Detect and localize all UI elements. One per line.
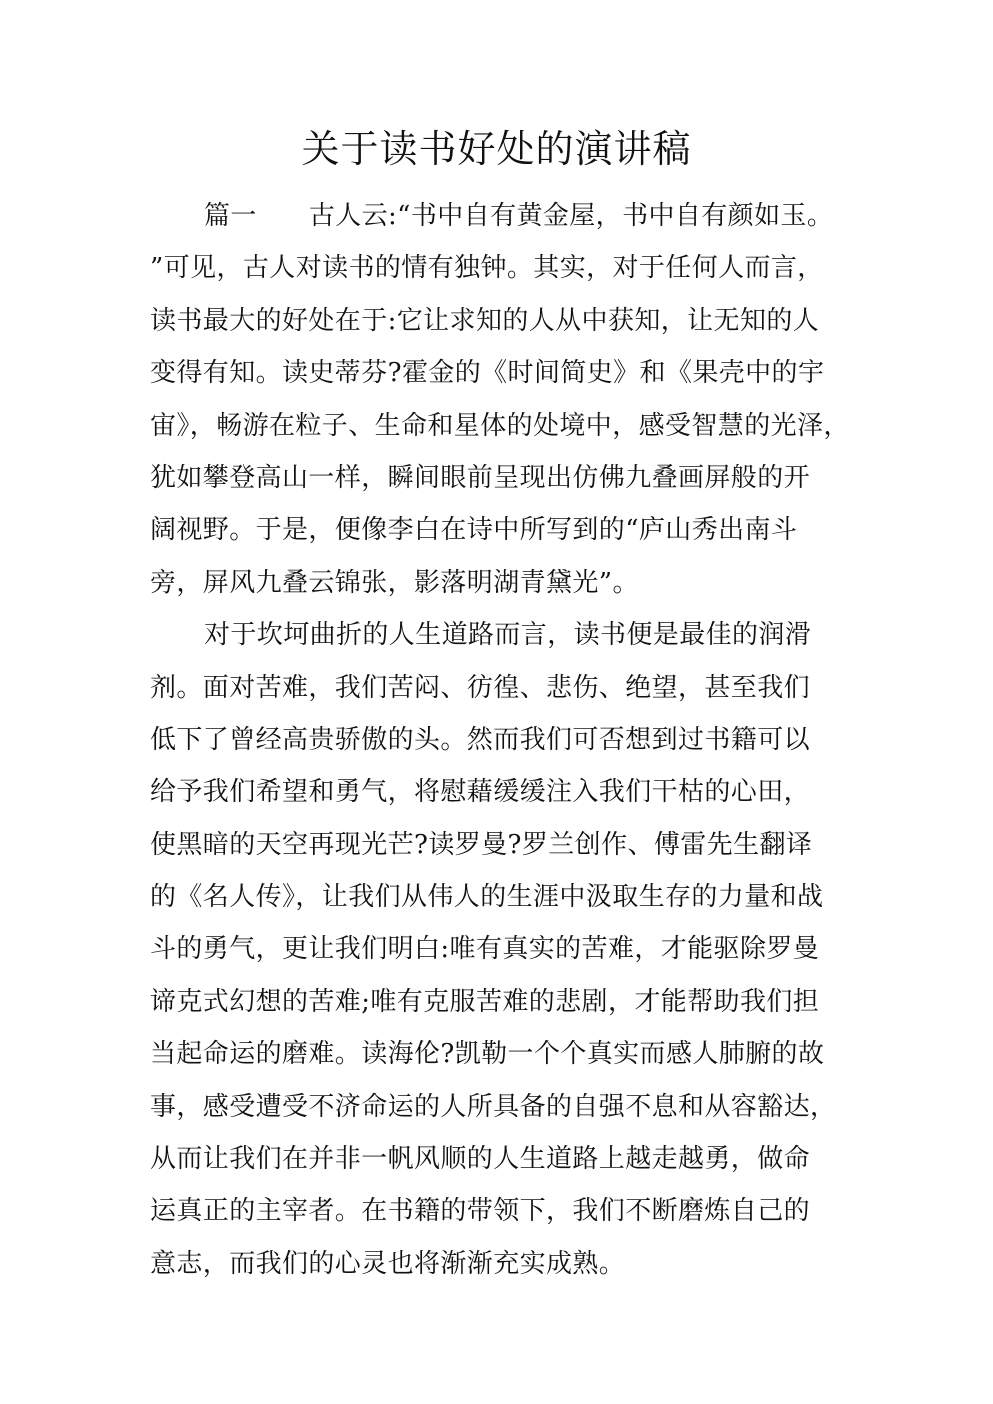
paragraph-line: 犹如攀登高山一样，瞬间眼前呈现出仿佛九叠画屏般的开 bbox=[150, 462, 811, 493]
paragraph-line: 运真正的主宰者。在书籍的带领下，我们不断磨炼自己的 bbox=[150, 1196, 811, 1227]
paragraph-line: 给予我们希望和勇气，将慰藉缓缓注入我们干枯的心田， bbox=[150, 777, 811, 808]
paragraph-line: 当起命运的磨难。读海伦?凯勒一个个真实而感人肺腑的故 bbox=[150, 1039, 825, 1070]
paragraph-line: 宙》，畅游在粒子、生命和星体的处境中，感受智慧的光泽， bbox=[150, 410, 850, 441]
section-label: 篇一 bbox=[204, 201, 257, 231]
paragraph-line: 谛克式幻想的苦难;唯有克服苦难的悲剧，才能帮助我们担 bbox=[150, 986, 820, 1017]
paragraph-line: 对于坎坷曲折的人生道路而言，读书便是最佳的润滑 bbox=[204, 620, 812, 651]
paragraph-line: 剂。面对苦难，我们苦闷、彷徨、悲伤、绝望，甚至我们 bbox=[150, 672, 811, 703]
paragraph-line: 意志，而我们的心灵也将渐渐充实成熟。 bbox=[150, 1248, 626, 1279]
paragraph-line: 读书最大的好处在于:它让求知的人从中获知，让无知的人 bbox=[150, 305, 820, 336]
paragraph-line: ”可见，古人对读书的情有独钟。其实，对于任何人而言， bbox=[150, 253, 824, 284]
paragraph-line: 事，感受遭受不济命运的人所具备的自强不息和从容豁达， bbox=[150, 1091, 837, 1122]
paragraph-line: 斗的勇气，更让我们明白:唯有真实的苦难，才能驱除罗曼 bbox=[150, 934, 820, 965]
paragraph-line-text: 古人云:“书中自有黄金屋，书中自有颜如玉。 bbox=[308, 201, 834, 231]
paragraph-line bbox=[150, 190, 850, 242]
paragraph-line: 的《名人传》，让我们从伟人的生涯中汲取生存的力量和战 bbox=[150, 882, 824, 913]
paragraph-line: 旁，屏风九叠云锦张，影落明湖青黛光”。 bbox=[150, 567, 639, 598]
document-body bbox=[150, 190, 850, 1290]
paragraph-line: 变得有知。读史蒂芬?霍金的《时间简史》和《果壳中的宇 bbox=[150, 358, 825, 389]
paragraph-line: 阔视野。于是，便像李白在诗中所写到的“庐山秀出南斗 bbox=[150, 515, 798, 546]
paragraph-line: 使黑暗的天空再现光芒?读罗曼?罗兰创作、傅雷先生翻译 bbox=[150, 829, 813, 860]
paragraph-line: 低下了曾经高贵骄傲的头。然而我们可否想到过书籍可以 bbox=[150, 724, 811, 755]
document-title: 关于读书好处的演讲稿 bbox=[301, 127, 692, 171]
paragraph-line: 从而让我们在并非一帆风顺的人生道路上越走越勇，做命 bbox=[150, 1144, 811, 1175]
